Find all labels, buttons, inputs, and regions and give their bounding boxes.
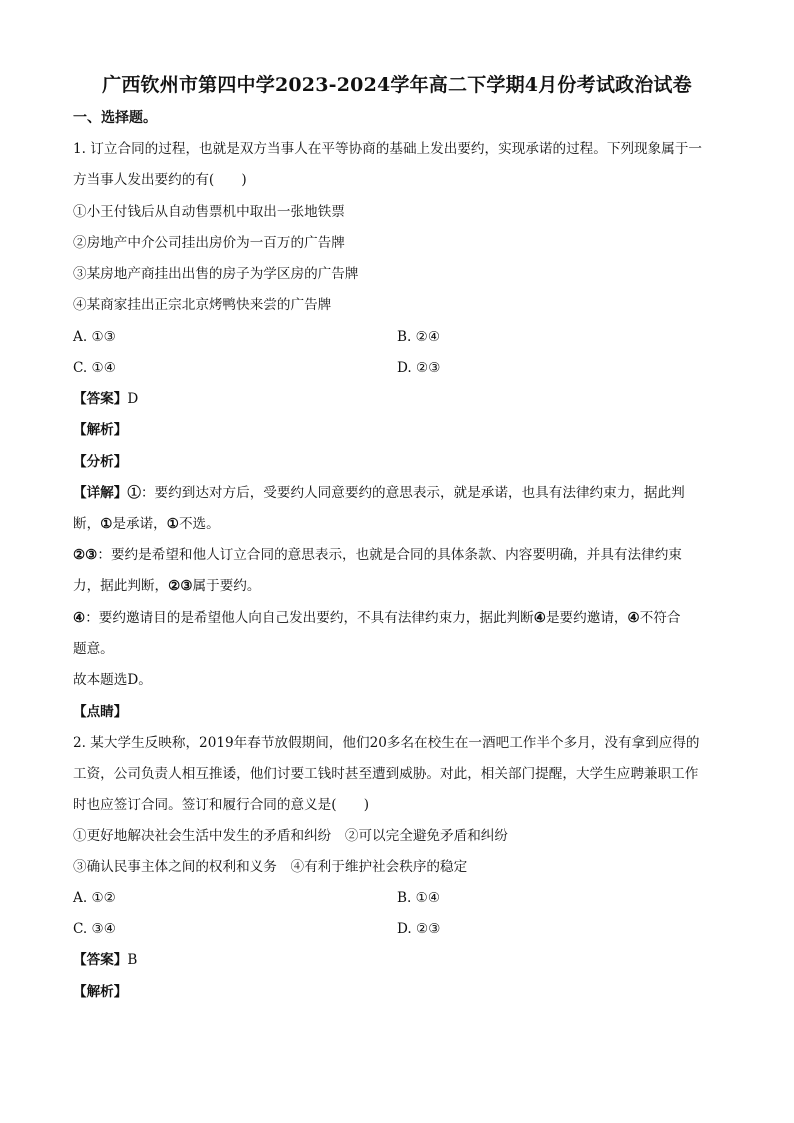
q1-detail-line-4 bbox=[73, 576, 261, 596]
detail-marker: ① bbox=[166, 516, 179, 532]
detail-text: ：要约是希望和他人订立合同的意思表示，也就是合同的具体条款、内容要明确，并具有法律约束 bbox=[97, 547, 682, 563]
detail-text: ：要约邀请目的是希望他人向自己发出要约，不具有法律约束力，据此判断 bbox=[85, 610, 534, 626]
q2-option-c: C. ③④ bbox=[73, 921, 116, 937]
detail-text: 不符合 bbox=[639, 610, 681, 626]
q1-dianjing-tag: 【点睛】 bbox=[73, 704, 128, 720]
q1-option-c: C. ①④ bbox=[73, 360, 116, 376]
detail-text: 属于要约。 bbox=[192, 578, 261, 594]
section-heading: 一、选择题。 bbox=[73, 110, 157, 126]
q1-detail-line-3 bbox=[73, 545, 682, 565]
q1-item-3: ③某房地产商挂出出售的房子为学区房的广告牌 bbox=[73, 266, 359, 282]
detail-marker: ④ bbox=[73, 610, 86, 626]
answer-value: B bbox=[127, 952, 138, 968]
detail-marker: ① bbox=[127, 485, 141, 501]
q1-detail-line-2 bbox=[73, 514, 220, 534]
q1-option-b: B. ②④ bbox=[397, 329, 441, 345]
q1-analysis-tag: 【解析】 bbox=[73, 422, 128, 438]
q1-detail-line-1 bbox=[73, 483, 685, 503]
q2-option-b: B. ①④ bbox=[397, 890, 441, 906]
detail-marker: ②③ bbox=[168, 578, 193, 594]
q1-item-2: ②房地产中介公司挂出房价为一百万的广告牌 bbox=[73, 235, 345, 251]
q1-stem-line-1: 1. 订立合同的过程，也就是双方当事人在平等协商的基础上发出要约，实现承诺的过程。下列现象属于一 bbox=[73, 141, 703, 157]
detail-text: 力，据此判断， bbox=[73, 578, 169, 594]
q2-stem-line-2: 工资，公司负责人相互推诿，他们讨要工钱时甚至遭到威胁。对此，相关部门提醒，大学生应聘兼职工作 bbox=[73, 766, 699, 782]
q2-items-line-2: ③确认民事主体之间的权利和义务 ④有利于维护社会秩序的稳定 bbox=[73, 859, 468, 875]
detail-text: ：要约到达对方后，受要约人同意要约的意思表示，就是承诺，也具有法律约束力，据此判 bbox=[140, 485, 685, 501]
detail-marker: ① bbox=[100, 516, 113, 532]
q1-detail-line-6: 题意。 bbox=[73, 641, 114, 657]
page-title: 广西钦州市第四中学2023-2024学年高二下学期4月份考试政治试卷 bbox=[102, 74, 692, 96]
q2-option-a: A. ①② bbox=[73, 890, 116, 906]
q1-fenxi-tag: 【分析】 bbox=[73, 454, 128, 470]
q2-stem-line-1: 2. 某大学生反映称，2019年春节放假期间，他们20多名在校生在一酒吧工作半个多月，没有拿到应得的 bbox=[73, 735, 700, 751]
q2-answer bbox=[73, 950, 137, 970]
q1-answer bbox=[73, 389, 138, 409]
detail-marker: ④ bbox=[533, 610, 546, 626]
q2-analysis-tag: 【解析】 bbox=[73, 984, 128, 1000]
detail-text: 是要约邀请， bbox=[545, 610, 628, 626]
q2-stem-line-3: 时也应签订合同。签订和履行合同的意义是( ) bbox=[73, 797, 370, 813]
detail-tag: 【详解】 bbox=[73, 485, 128, 501]
q1-stem-line-2: 方当事人发出要约的有( ) bbox=[73, 172, 247, 188]
q1-detail-line-5 bbox=[73, 608, 681, 628]
q1-conclusion: 故本题选D。 bbox=[73, 672, 152, 688]
detail-text: 是承诺， bbox=[112, 516, 167, 532]
detail-marker: ②③ bbox=[73, 547, 98, 563]
q1-option-a: A. ①③ bbox=[73, 329, 116, 345]
q1-item-4: ④某商家挂出正宗北京烤鸭快来尝的广告牌 bbox=[73, 297, 332, 313]
q2-option-d: D. ②③ bbox=[397, 921, 441, 937]
answer-tag: 【答案】 bbox=[73, 391, 128, 407]
q2-items-line-1: ①更好地解决社会生活中发生的矛盾和纠纷 ②可以完全避免矛盾和纠纷 bbox=[73, 828, 508, 844]
detail-marker: ④ bbox=[627, 610, 640, 626]
detail-text: 断， bbox=[73, 516, 101, 532]
answer-tag: 【答案】 bbox=[73, 952, 128, 968]
q1-option-d: D. ②③ bbox=[397, 360, 441, 376]
answer-value: D bbox=[127, 391, 139, 407]
q1-item-1: ①小王付钱后从自动售票机中取出一张地铁票 bbox=[73, 204, 345, 220]
detail-text: 不选。 bbox=[178, 516, 220, 532]
